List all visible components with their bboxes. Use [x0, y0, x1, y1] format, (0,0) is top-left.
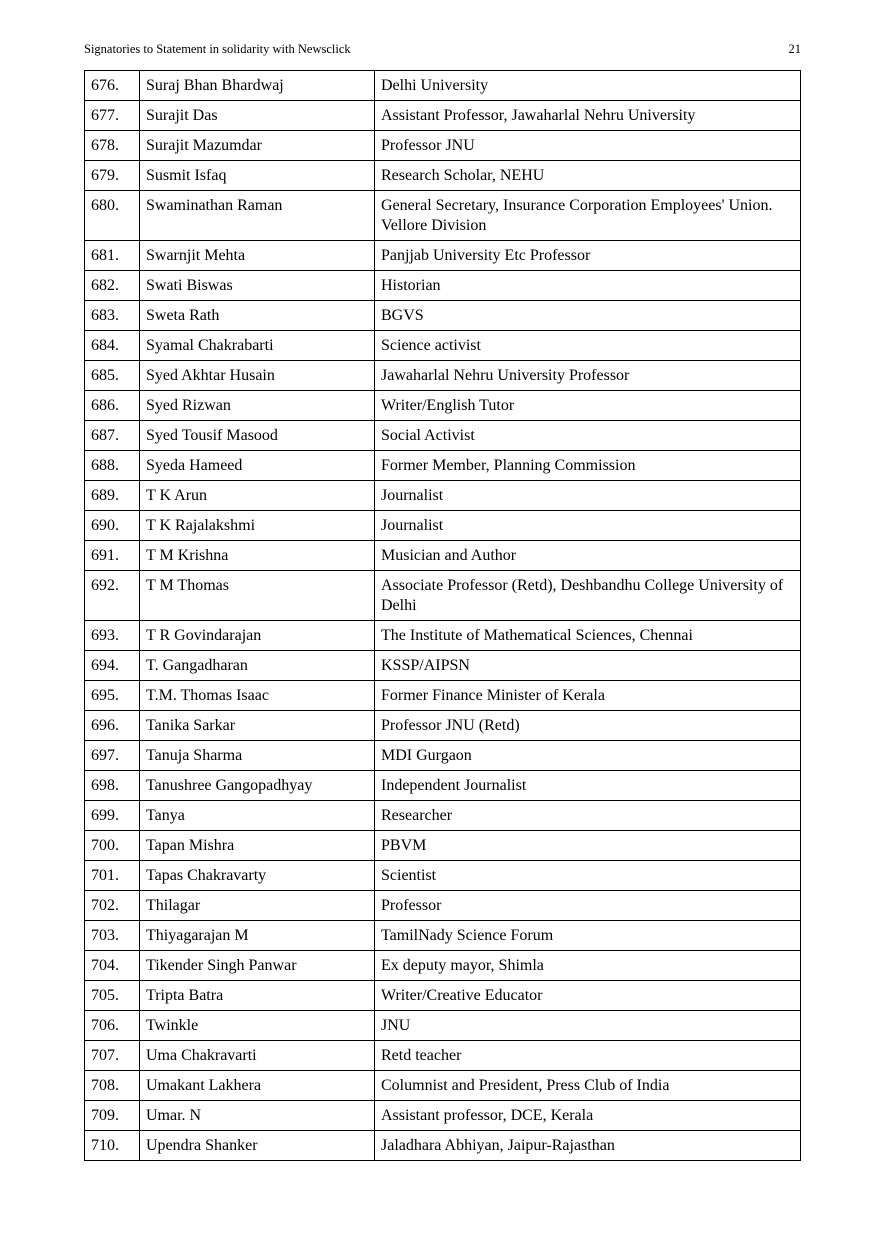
signatories-table [84, 70, 801, 1161]
signatory-affiliation: Journalist [375, 481, 801, 511]
row-number: 701. [85, 861, 140, 891]
document-title: Signatories to Statement in solidarity with Newsclick [84, 42, 351, 56]
signatory-name: Surajit Mazumdar [140, 131, 375, 161]
signatory-affiliation: Columnist and President, Press Club of India [375, 1071, 801, 1101]
signatory-name: T.M. Thomas Isaac [140, 681, 375, 711]
signatory-name: T K Rajalakshmi [140, 511, 375, 541]
signatory-name: T. Gangadharan [140, 651, 375, 681]
signatory-name: T R Govindarajan [140, 621, 375, 651]
row-number: 694. [85, 651, 140, 681]
signatory-affiliation: KSSP/AIPSN [375, 651, 801, 681]
signatory-name: Syamal Chakrabarti [140, 331, 375, 361]
signatory-name: Syed Tousif Masood [140, 421, 375, 451]
signatory-affiliation: Retd teacher [375, 1041, 801, 1071]
row-number: 682. [85, 271, 140, 301]
row-number: 676. [85, 71, 140, 101]
table-row [85, 541, 801, 571]
signatory-affiliation: JNU [375, 1011, 801, 1041]
signatory-affiliation: Journalist [375, 511, 801, 541]
signatory-affiliation: General Secretary, Insurance Corporation Employees' Union. Vellore Division [375, 191, 801, 241]
row-number: 698. [85, 771, 140, 801]
signatory-affiliation: Independent Journalist [375, 771, 801, 801]
row-number: 680. [85, 191, 140, 241]
table-row [85, 951, 801, 981]
row-number: 702. [85, 891, 140, 921]
row-number: 681. [85, 241, 140, 271]
signatory-affiliation: Writer/Creative Educator [375, 981, 801, 1011]
signatory-affiliation: Professor JNU (Retd) [375, 711, 801, 741]
signatory-name: Swarnjit Mehta [140, 241, 375, 271]
row-number: 683. [85, 301, 140, 331]
signatory-name: Upendra Shanker [140, 1131, 375, 1161]
table-row [85, 891, 801, 921]
row-number: 678. [85, 131, 140, 161]
row-number: 700. [85, 831, 140, 861]
signatory-affiliation: Ex deputy mayor, Shimla [375, 951, 801, 981]
table-row [85, 241, 801, 271]
signatory-name: Tanika Sarkar [140, 711, 375, 741]
table-row [85, 391, 801, 421]
signatory-affiliation: Assistant Professor, Jawaharlal Nehru University [375, 101, 801, 131]
signatory-name: Thilagar [140, 891, 375, 921]
signatory-affiliation: MDI Gurgaon [375, 741, 801, 771]
signatory-affiliation: BGVS [375, 301, 801, 331]
row-number: 696. [85, 711, 140, 741]
signatory-name: T M Krishna [140, 541, 375, 571]
signatory-name: Tripta Batra [140, 981, 375, 1011]
signatory-name: Tapas Chakravarty [140, 861, 375, 891]
row-number: 709. [85, 1101, 140, 1131]
signatory-affiliation: Professor JNU [375, 131, 801, 161]
table-row [85, 191, 801, 241]
table-row [85, 981, 801, 1011]
signatory-name: Syed Akhtar Husain [140, 361, 375, 391]
table-row [85, 831, 801, 861]
table-row [85, 1101, 801, 1131]
signatory-affiliation: PBVM [375, 831, 801, 861]
table-row [85, 1071, 801, 1101]
row-number: 697. [85, 741, 140, 771]
table-row [85, 1131, 801, 1161]
signatory-name: Suraj Bhan Bhardwaj [140, 71, 375, 101]
table-row [85, 1041, 801, 1071]
table-row [85, 451, 801, 481]
signatory-name: T M Thomas [140, 571, 375, 621]
table-row [85, 361, 801, 391]
signatory-affiliation: Former Finance Minister of Kerala [375, 681, 801, 711]
row-number: 679. [85, 161, 140, 191]
row-number: 686. [85, 391, 140, 421]
signatory-name: Tanya [140, 801, 375, 831]
row-number: 710. [85, 1131, 140, 1161]
table-row [85, 1011, 801, 1041]
signatory-name: Tanushree Gangopadhyay [140, 771, 375, 801]
signatory-affiliation: Professor [375, 891, 801, 921]
table-row [85, 711, 801, 741]
signatory-name: Syed Rizwan [140, 391, 375, 421]
row-number: 677. [85, 101, 140, 131]
row-number: 706. [85, 1011, 140, 1041]
table-row [85, 921, 801, 951]
table-row [85, 511, 801, 541]
signatory-affiliation: Former Member, Planning Commission [375, 451, 801, 481]
table-row [85, 331, 801, 361]
signatory-affiliation: Jawaharlal Nehru University Professor [375, 361, 801, 391]
row-number: 684. [85, 331, 140, 361]
signatory-name: Tapan Mishra [140, 831, 375, 861]
signatory-affiliation: Scientist [375, 861, 801, 891]
row-number: 703. [85, 921, 140, 951]
table-row [85, 161, 801, 191]
row-number: 685. [85, 361, 140, 391]
signatory-name: Umakant Lakhera [140, 1071, 375, 1101]
table-row [85, 741, 801, 771]
signatory-affiliation: Historian [375, 271, 801, 301]
row-number: 693. [85, 621, 140, 651]
signatory-name: Twinkle [140, 1011, 375, 1041]
signatory-affiliation: Delhi University [375, 71, 801, 101]
signatory-name: Syeda Hameed [140, 451, 375, 481]
row-number: 692. [85, 571, 140, 621]
signatory-name: Umar. N [140, 1101, 375, 1131]
signatory-name: Swati Biswas [140, 271, 375, 301]
signatories-table-body [85, 71, 801, 1161]
table-row [85, 481, 801, 511]
row-number: 691. [85, 541, 140, 571]
table-row [85, 651, 801, 681]
row-number: 704. [85, 951, 140, 981]
signatory-affiliation: Assistant professor, DCE, Kerala [375, 1101, 801, 1131]
signatory-name: Surajit Das [140, 101, 375, 131]
row-number: 707. [85, 1041, 140, 1071]
table-row [85, 131, 801, 161]
table-row [85, 101, 801, 131]
table-row [85, 621, 801, 651]
signatory-affiliation: Associate Professor (Retd), Deshbandhu College University of Delhi [375, 571, 801, 621]
signatory-affiliation: Writer/English Tutor [375, 391, 801, 421]
signatory-affiliation: The Institute of Mathematical Sciences, Chennai [375, 621, 801, 651]
signatory-affiliation: Science activist [375, 331, 801, 361]
table-row [85, 271, 801, 301]
table-row [85, 861, 801, 891]
signatory-name: Tanuja Sharma [140, 741, 375, 771]
signatory-affiliation: Panjjab University Etc Professor [375, 241, 801, 271]
signatory-name: Thiyagarajan M [140, 921, 375, 951]
signatory-name: T K Arun [140, 481, 375, 511]
table-row [85, 771, 801, 801]
table-row [85, 681, 801, 711]
signatory-affiliation: Social Activist [375, 421, 801, 451]
signatory-name: Sweta Rath [140, 301, 375, 331]
table-row [85, 71, 801, 101]
signatory-name: Uma Chakravarti [140, 1041, 375, 1071]
row-number: 690. [85, 511, 140, 541]
row-number: 689. [85, 481, 140, 511]
signatory-affiliation: Researcher [375, 801, 801, 831]
row-number: 695. [85, 681, 140, 711]
signatory-name: Tikender Singh Panwar [140, 951, 375, 981]
table-row [85, 301, 801, 331]
table-row [85, 801, 801, 831]
row-number: 708. [85, 1071, 140, 1101]
signatory-name: Swaminathan Raman [140, 191, 375, 241]
signatory-affiliation: Jaladhara Abhiyan, Jaipur-Rajasthan [375, 1131, 801, 1161]
row-number: 699. [85, 801, 140, 831]
signatory-affiliation: Musician and Author [375, 541, 801, 571]
page-header [84, 42, 801, 60]
table-row [85, 421, 801, 451]
row-number: 705. [85, 981, 140, 1011]
page-number: 21 [788, 42, 801, 56]
row-number: 687. [85, 421, 140, 451]
table-row [85, 571, 801, 621]
row-number: 688. [85, 451, 140, 481]
signatory-affiliation: TamilNady Science Forum [375, 921, 801, 951]
signatory-affiliation: Research Scholar, NEHU [375, 161, 801, 191]
signatory-name: Susmit Isfaq [140, 161, 375, 191]
